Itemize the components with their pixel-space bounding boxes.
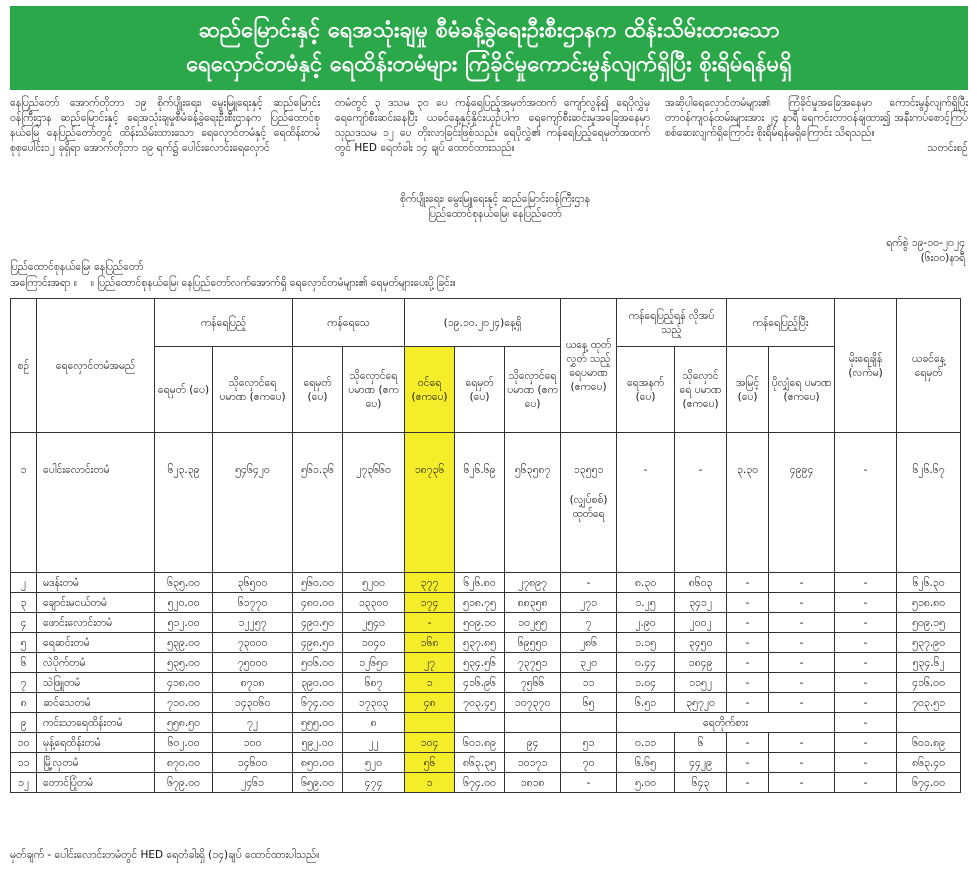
dead-level-cell: ၃၉၀.၀၀	[293, 673, 343, 693]
rainfall-cell: -	[835, 633, 897, 653]
full-storage-cell: ၁၀၀	[213, 733, 293, 753]
reservoir-table	[10, 298, 961, 793]
dead-storage-cell: ၄၇၄	[343, 773, 405, 793]
article-column-2	[335, 96, 650, 156]
released-cell: ၇၀	[561, 753, 617, 773]
dead-storage-cell: ၈	[343, 713, 405, 733]
today-level-cell: ၇၀၃.၄၅	[455, 693, 505, 713]
serial-cell: ၉	[11, 713, 37, 733]
overflow-storage-cell: -	[769, 733, 835, 753]
overflow-height-cell: -	[727, 653, 769, 673]
header-full-level: ရေမှတ် (ပေ)	[155, 347, 213, 433]
full-level-cell: ၆၂၃.၃၉	[155, 433, 213, 573]
header-reservoir-name: ရေလှောင်တမံအမည်	[37, 299, 155, 433]
today-level-cell: ၆၀၁.၈၉	[455, 733, 505, 753]
header-dead-storage: သိုလှောင်ရေ ပမာဏ (ဧကပေ)	[343, 347, 405, 433]
inflow-cell: ၁၆၈	[405, 633, 455, 653]
rainfall-cell: -	[835, 433, 897, 573]
today-storage-cell: ၁၀၇၃၇၀	[505, 693, 561, 713]
dead-storage-cell: ၁၇၃၀၃	[343, 693, 405, 713]
issuer-block	[360, 192, 630, 222]
needed-storage-cell: ၁၁၅၂	[675, 673, 727, 693]
dead-storage-cell: ၁၂၆၅၀	[343, 653, 405, 673]
inflow-cell: ၅၆	[405, 753, 455, 773]
today-storage-cell: ၁၀၂၅၅	[505, 613, 561, 633]
dead-level-cell: ၅၆၁.၃၆	[293, 433, 343, 573]
dead-level-cell: ၅၆၀.၀၀	[293, 573, 343, 593]
released-cell: ၁၁	[561, 673, 617, 693]
rainfall-cell: -	[835, 573, 897, 593]
overflow-height-cell: -	[727, 773, 769, 793]
needed-depth-cell: -	[617, 433, 675, 573]
overflow-height-cell: ၃.၃၀	[727, 433, 769, 573]
full-level-cell: ၅၅၈.၅၀	[155, 713, 213, 733]
today-level-cell: ၆၇၄.၀၀	[455, 773, 505, 793]
yesterday-level-cell: ၇၀၃.၅၁	[897, 693, 961, 713]
today-level-cell: ၅၃၄.၅၆	[455, 653, 505, 673]
dead-level-cell: ၆၅၉.၀၀	[293, 773, 343, 793]
serial-cell: ၁၂	[11, 773, 37, 793]
released-cell: ၃၂၀	[561, 653, 617, 673]
needed-storage-cell: ၈၆၀၃	[675, 573, 727, 593]
overflow-storage-cell: -	[769, 653, 835, 673]
overflow-height-cell: -	[727, 753, 769, 773]
needed-depth-cell: ၈.၃၀	[617, 573, 675, 593]
header-serial: စဉ်	[11, 299, 37, 433]
dead-level-cell: ၄၉၀.၅၀	[293, 613, 343, 633]
serial-cell: ၁	[11, 433, 37, 573]
header-rainfall: မိုးရေချိန် (လက်မ)	[835, 299, 897, 433]
serial-cell: ၈	[11, 693, 37, 713]
rainfall-cell: -	[835, 733, 897, 753]
today-storage-cell: ၁၈၁၈	[505, 773, 561, 793]
header-overflow-height: အမြင့် (ပေ)	[727, 347, 769, 433]
needed-storage-cell: ၄၄၂၉	[675, 753, 727, 773]
yesterday-level-cell: ၈၆၃.၄၀	[897, 753, 961, 773]
reservoir-name-cell: မြို့လှတမံ	[37, 753, 155, 773]
needed-depth-cell: ၁.၀၄	[617, 673, 675, 693]
needed-storage-cell: ၁၈၄၉	[675, 653, 727, 673]
serial-cell: ၁၀	[11, 733, 37, 753]
needed-depth-cell: ရေတိုက်စား	[617, 713, 835, 733]
released-note: (လျှပ်စစ်) ထုတ်ရေ	[569, 494, 608, 520]
rainfall-cell: -	[835, 693, 897, 713]
report-location: ပြည်ထောင်စုနယ်မြေ၊ နေပြည်တော်	[10, 261, 144, 273]
released-cell: -	[561, 773, 617, 793]
subject-text: ။ ပြည်ထောင်စုနယ်မြေ၊ နေပြည်တော်လက်အောက်ရှိ ရေလှောင်တမံများ၏ ရေမှတ်များပေးပို့ခြင်း။	[90, 277, 456, 289]
rainfall-cell: -	[835, 653, 897, 673]
header-group-overflow: ကန်ရေပြည့်ပြီး	[727, 299, 835, 347]
reservoir-name-cell: တောင်ပြုံတမံ	[37, 773, 155, 793]
needed-depth-cell: ၀.၄၄	[617, 653, 675, 673]
dead-level-cell: ၈၅၀.၀၀	[293, 753, 343, 773]
serial-cell: ၆	[11, 653, 37, 673]
headline-banner	[10, 6, 968, 90]
serial-cell: ၄	[11, 613, 37, 633]
today-level-cell: ၆၂၆.၆၉	[455, 433, 505, 573]
subject-label: အကြောင်းအရာ ။	[10, 277, 77, 289]
overflow-storage-cell: -	[769, 593, 835, 613]
full-level-cell: ၆၇၉.၀၀	[155, 773, 213, 793]
dead-storage-cell: ၂၂	[343, 733, 405, 753]
rainfall-cell: -	[835, 753, 897, 773]
report-time-line: (၆း၀၀)နာရီ	[920, 252, 965, 264]
yesterday-level-cell: ၅၀၉.၁၅	[897, 613, 961, 633]
dead-storage-cell: ၂၅၄၀	[343, 613, 405, 633]
inflow-cell: ၁၈၇၃၆	[405, 433, 455, 573]
yesterday-level-cell: ၄၁၆.၀၀	[897, 673, 961, 693]
inflow-cell: ၄၈	[405, 693, 455, 713]
full-level-cell: ၈၇၀.၀၀	[155, 753, 213, 773]
full-storage-cell: ၇၅၀၀၀	[213, 653, 293, 673]
full-storage-cell: ၅၄၆၄၂၀	[213, 433, 293, 573]
dead-storage-cell: ၂၇၃၆၆၀	[343, 433, 405, 573]
overflow-storage-cell: -	[769, 673, 835, 693]
overflow-storage-cell: -	[769, 613, 835, 633]
needed-storage-cell: ၃၄၅၀	[675, 633, 727, 653]
released-cell: ၅၁	[561, 733, 617, 753]
released-cell	[561, 433, 617, 573]
header-group-dead: ကန်ရေသေ	[293, 299, 405, 347]
dead-level-cell: ၆၇၄.၀၀	[293, 693, 343, 713]
today-level-cell: ၈၆၃.၃၅	[455, 753, 505, 773]
needed-depth-cell: ၆.၆၅	[617, 753, 675, 773]
table-row	[11, 693, 961, 713]
reservoir-name-cell: မဒန်းတမံ	[37, 573, 155, 593]
released-cell: ၆၅	[561, 693, 617, 713]
dead-storage-cell: ၅၂၀	[343, 753, 405, 773]
header-inflow: ဝင်ရေ (ဧကပေ)	[405, 347, 455, 433]
today-storage-cell: ၅၆၃၅၈၇	[505, 433, 561, 573]
reservoir-name-cell: မုန့်ရေထိန်းတမံ	[37, 733, 155, 753]
article-body	[10, 96, 968, 192]
dead-level-cell: ၄၈၀.၀၀	[293, 593, 343, 613]
inflow-cell: ၁၇၄	[405, 593, 455, 613]
serial-cell: ၅	[11, 633, 37, 653]
full-storage-cell: ၃၆၅၀၀	[213, 573, 293, 593]
serial-cell: ၁၁	[11, 753, 37, 773]
overflow-height-cell: -	[727, 593, 769, 613]
header-group-full: ကန်ရေပြည့်	[155, 299, 293, 347]
inflow-cell	[405, 713, 455, 733]
overflow-height-cell: -	[727, 573, 769, 593]
headline-line-2: ရေလှောင်တမံနှင့် ရေထိန်းတမံများ ကြံခိုင်မှုကောင်းမွန်လျက်ရှိပြီး စိုးရိမ်ရန်မရှိ	[186, 52, 792, 77]
full-level-cell: ၅၂၀.၀၀	[155, 593, 213, 613]
table-row	[11, 673, 961, 693]
header-today-level: ရေမှတ် (ပေ)	[455, 347, 505, 433]
overflow-height-cell: -	[727, 673, 769, 693]
today-level-cell: ၅၃၇.၈၅	[455, 633, 505, 653]
today-level-cell: ၅၁၈.၇၅	[455, 593, 505, 613]
table-row	[11, 433, 961, 573]
needed-storage-cell: ၃၅၇၂၀	[675, 693, 727, 713]
full-storage-cell: ၁၄၆၀၀	[213, 753, 293, 773]
header-full-storage: သိုလှောင်ရေ ပမာဏ (ဧကပေ)	[213, 347, 293, 433]
overflow-storage-cell: -	[769, 573, 835, 593]
reservoir-name-cell: ပေါင်းလောင်းတမံ	[37, 433, 155, 573]
rainfall-cell: -	[835, 713, 897, 733]
dead-storage-cell: ၅၂၀၀	[343, 573, 405, 593]
reservoir-name-cell: လဲပိုက်တမံ	[37, 653, 155, 673]
needed-depth-cell: ၀.၁၁	[617, 733, 675, 753]
needed-depth-cell: ၂.၉၀	[617, 613, 675, 633]
overflow-storage-cell: ၄၉၉၄	[769, 433, 835, 573]
serial-cell: ၂	[11, 573, 37, 593]
header-needed-storage: သိုလှောင်ရေ ပမာဏ (ဧကပေ)	[675, 347, 727, 433]
overflow-height-cell: -	[727, 693, 769, 713]
full-level-cell: ၆၀၂.၀၀	[155, 733, 213, 753]
reservoir-name-cell: ကင်းသာရေထိန်းတမံ	[37, 713, 155, 733]
overflow-height-cell: -	[727, 733, 769, 753]
inflow-cell: ၁	[405, 773, 455, 793]
today-level-cell: ၆၂၆.၈၀	[455, 573, 505, 593]
table-row	[11, 633, 961, 653]
released-cell: ၂၈၆	[561, 633, 617, 653]
needed-depth-cell: ၁.၂၅	[617, 593, 675, 613]
full-level-cell: ၄၁၈.၀၀	[155, 673, 213, 693]
rainfall-cell: -	[835, 613, 897, 633]
today-storage-cell: ၉၄	[505, 733, 561, 753]
yesterday-level-cell: ၅၃၇.၉၀	[897, 633, 961, 653]
overflow-storage-cell: -	[769, 753, 835, 773]
table-row	[11, 573, 961, 593]
article-paragraph: နေပြည်တော် အောက်တိုဘာ ၁၉ စိုက်ပျိုးရေး၊ မွေးမြူရေးနှင့် ဆည်မြောင်းဝန်ကြီးဌာန ဆည်မြောင်းနှင့် ရေအသုံးချမှုစီမံခန့်ခွဲရေးဦးစီးဌာနက ပြည်ထောင်စုနယ်မြေ နေပြည်တော်တွင် ထိန်းသိမ်းထားသော ရေလှောင်တမံနှင့် ရေထိန်းတမံ စုစုပေါင်း၁၂ ခုရှိရာ အောက်တိုဘာ ၁၉ ရက်၌ ပေါင်းလောင်းရေလှောင်	[10, 97, 320, 154]
dead-storage-cell: ၁၃၃၀၀	[343, 593, 405, 613]
header-yesterday-level: ယခင်နေ့ ရေမှတ်	[897, 299, 961, 433]
released-cell	[561, 713, 617, 733]
article-column-3	[665, 96, 968, 156]
header-group-to-full: ကန်ရေပြည့်ရန် လိုအပ်သည့်	[617, 299, 727, 347]
yesterday-level-cell: ၆၂၆.၃၀	[897, 573, 961, 593]
report-date-line: ရက်စွဲ ၁၉-၁၀-၂၀၂၄	[886, 237, 965, 249]
inflow-cell: ၂၇	[405, 653, 455, 673]
today-storage-cell: ၁၀၁၇၁	[505, 753, 561, 773]
full-level-cell: ၅၃၉.၀၀	[155, 633, 213, 653]
needed-depth-cell: ၅.၀၀	[617, 773, 675, 793]
overflow-storage-cell: -	[769, 633, 835, 653]
reservoir-name-cell: ရေဆင်းတမံ	[37, 633, 155, 653]
header-dead-level: ရေမှတ် (ပေ)	[293, 347, 343, 433]
today-storage-cell: ၈၈၃၅၈	[505, 593, 561, 613]
headline-line-1: ဆည်မြောင်းနှင့် ရေအသုံးချမှု စီမံခန့်ခွဲရေးဦးစီးဌာနက ထိန်းသိမ်းထားသော	[198, 18, 780, 43]
yesterday-level-cell	[897, 713, 961, 733]
full-storage-cell: ၇၂	[213, 713, 293, 733]
full-storage-cell: ၇၃၀၀၀	[213, 633, 293, 653]
needed-depth-cell: ၁.၁၅	[617, 633, 675, 653]
dead-level-cell: ၅၀၆.၀၀	[293, 653, 343, 673]
issuer-ministry: စိုက်ပျိုးရေး၊ မွေးမြူရေးနှင့် ဆည်မြောင်းဝန်ကြီးဌာန	[400, 193, 590, 205]
article-paragraph: တမံတွင် ၃ ဒသမ ၃၀ ပေ ကန်ရေပြည့်အမှတ်အထက် ကျော်လွန်၍ ရေပိုလွှဲမှ ရေကျော်စီးဆင်းနေပြီး ယခင်နေ့နှင့်နှိုင်းယှဉ်ပါက ရေကျော်စီးဆင်းမှုအခြေအနေမှာ သုညဒသမ ၁၂ ပေ တိုးလာခြင်းဖြစ်သည်။ ရေပိုလွှဲ၏ ကန်ရေပြည့်ရေမှတ်အထက်တွင် HED ရေတံခါး ၁၄ ချပ် ထောင်ထားသည်။	[335, 97, 650, 154]
rainfall-cell: -	[835, 673, 897, 693]
inflow-cell: ၃၇၇	[405, 573, 455, 593]
table-row	[11, 713, 961, 733]
serial-cell: ၃	[11, 593, 37, 613]
released-value: ၁၃၅၅၁	[573, 464, 604, 476]
dead-storage-cell: ၁၀၄၀	[343, 633, 405, 653]
overflow-storage-cell: -	[769, 693, 835, 713]
needed-storage-cell: ၂၀၀၂	[675, 613, 727, 633]
today-level-cell: ၄၁၆.၉၆	[455, 673, 505, 693]
full-storage-cell: ၁၂၂၅၇	[213, 613, 293, 633]
issuer-location: ပြည်ထောင်စုနယ်မြေ၊ နေပြည်တော်	[428, 208, 562, 220]
table-row	[11, 613, 961, 633]
serial-cell: ၇	[11, 673, 37, 693]
table-row	[11, 593, 961, 613]
full-storage-cell: ၂၄၆၁	[213, 773, 293, 793]
table-row	[11, 653, 961, 673]
full-level-cell: ၆၃၅.၀၀	[155, 573, 213, 593]
full-level-cell: ၅၁၂.၀၀	[155, 613, 213, 633]
today-level-cell: ၅၀၉.၁၀	[455, 613, 505, 633]
table-row	[11, 753, 961, 773]
released-cell: ၂၇၁	[561, 593, 617, 613]
header-today-storage: သိုလှောင်ရေ ပမာဏ (ဧကပေ)	[505, 347, 561, 433]
overflow-height-cell: -	[727, 633, 769, 653]
needed-storage-cell: -	[675, 433, 727, 573]
header-group-today: (၁၉.၁၀.၂၀၂၄)နေ့ရှိ	[405, 299, 561, 347]
article-paragraph: အဆိုပါရေလှောင်တမံများ၏ ကြံခိုင်မှုအခြေအနေမှာ ကောင်းမွန်လျက်ရှိပြီး တာဝန်ကျဝန်ထမ်းများအား ၂၄ နာရီ ရေကင်းတာဝန်ချထား၍ အနီးကပ်စောင့်ကြပ်စစ်ဆေးလျက်ရှိကြောင်း စိုးရိမ်ရန်မရှိကြောင်း သိရသည်။	[665, 97, 968, 139]
inflow-cell: -	[405, 613, 455, 633]
reservoir-name-cell: ချောင်းမငယ်တမံ	[37, 593, 155, 613]
reservoir-name-cell: ဆင်သေတမံ	[37, 693, 155, 713]
yesterday-level-cell: ၆၀၁.၈၉	[897, 733, 961, 753]
table-row	[11, 773, 961, 793]
yesterday-level-cell: ၆၇၄.၀၀	[897, 773, 961, 793]
dead-storage-cell: ၆၈၇	[343, 673, 405, 693]
header-released: ယနေ့ ထုတ်လွှတ် သည့် ရေပမာဏ (ဧကပေ)	[561, 299, 617, 433]
today-storage-cell	[505, 713, 561, 733]
today-storage-cell: ၆၉၅၅၀	[505, 633, 561, 653]
needed-depth-cell: ၆.၅၁	[617, 693, 675, 713]
dead-level-cell: ၅၉၂.၀၀	[293, 733, 343, 753]
released-cell: -	[561, 573, 617, 593]
full-storage-cell: ၈၇၁၈	[213, 673, 293, 693]
today-storage-cell: ၇၃၇၅၁	[505, 653, 561, 673]
inflow-cell: ၁၀၄	[405, 733, 455, 753]
released-cell: ၇	[561, 613, 617, 633]
article-signoff: သတင်းစဉ်	[927, 142, 968, 154]
article-column-1	[10, 96, 320, 156]
rainfall-cell: -	[835, 773, 897, 793]
header-needed-depth: ရေအနက် (ပေ)	[617, 347, 675, 433]
footnote: မှတ်ချက် - ပေါင်းလောင်းတမံတွင် HED ရေတံခါးရှိ (၁၄)ချပ် ထောင်ထားပါသည်။	[10, 849, 320, 861]
reservoir-name-cell: ဖောင်းလောင်းတမံ	[37, 613, 155, 633]
needed-storage-cell: ၃၄၁၂	[675, 593, 727, 613]
full-level-cell: ၅၃၅.၀၀	[155, 653, 213, 673]
dead-level-cell: ၅၅၅.၀၀	[293, 713, 343, 733]
needed-storage-cell: ၆၄၃	[675, 773, 727, 793]
yesterday-level-cell: ၅၃၄.၆၂	[897, 653, 961, 673]
dead-level-cell: ၄၉၈.၅၀	[293, 633, 343, 653]
inflow-cell: ၁	[405, 673, 455, 693]
reservoir-name-cell: သဲဖြူတမံ	[37, 673, 155, 693]
today-storage-cell: ၂၇၈၉၇	[505, 573, 561, 593]
report-subject	[10, 276, 456, 291]
yesterday-level-cell: ၅၁၈.၈၀	[897, 593, 961, 613]
yesterday-level-cell: ၆၂၆.၆၇	[897, 433, 961, 573]
needed-storage-cell: ၆	[675, 733, 727, 753]
full-storage-cell: ၁၄၃၀၆၀	[213, 693, 293, 713]
today-level-cell	[455, 713, 505, 733]
header-overflow-storage: ပိုလျှံရေ ပမာဏ (ဧကပေ)	[769, 347, 835, 433]
rainfall-cell: -	[835, 593, 897, 613]
overflow-storage-cell: -	[769, 773, 835, 793]
overflow-height-cell: -	[727, 613, 769, 633]
full-level-cell: ၇၁၀.၀၀	[155, 693, 213, 713]
report-date	[886, 236, 965, 266]
today-storage-cell: ၇၅၆၆	[505, 673, 561, 693]
full-storage-cell: ၆၁၇၇၀	[213, 593, 293, 613]
table-row	[11, 733, 961, 753]
